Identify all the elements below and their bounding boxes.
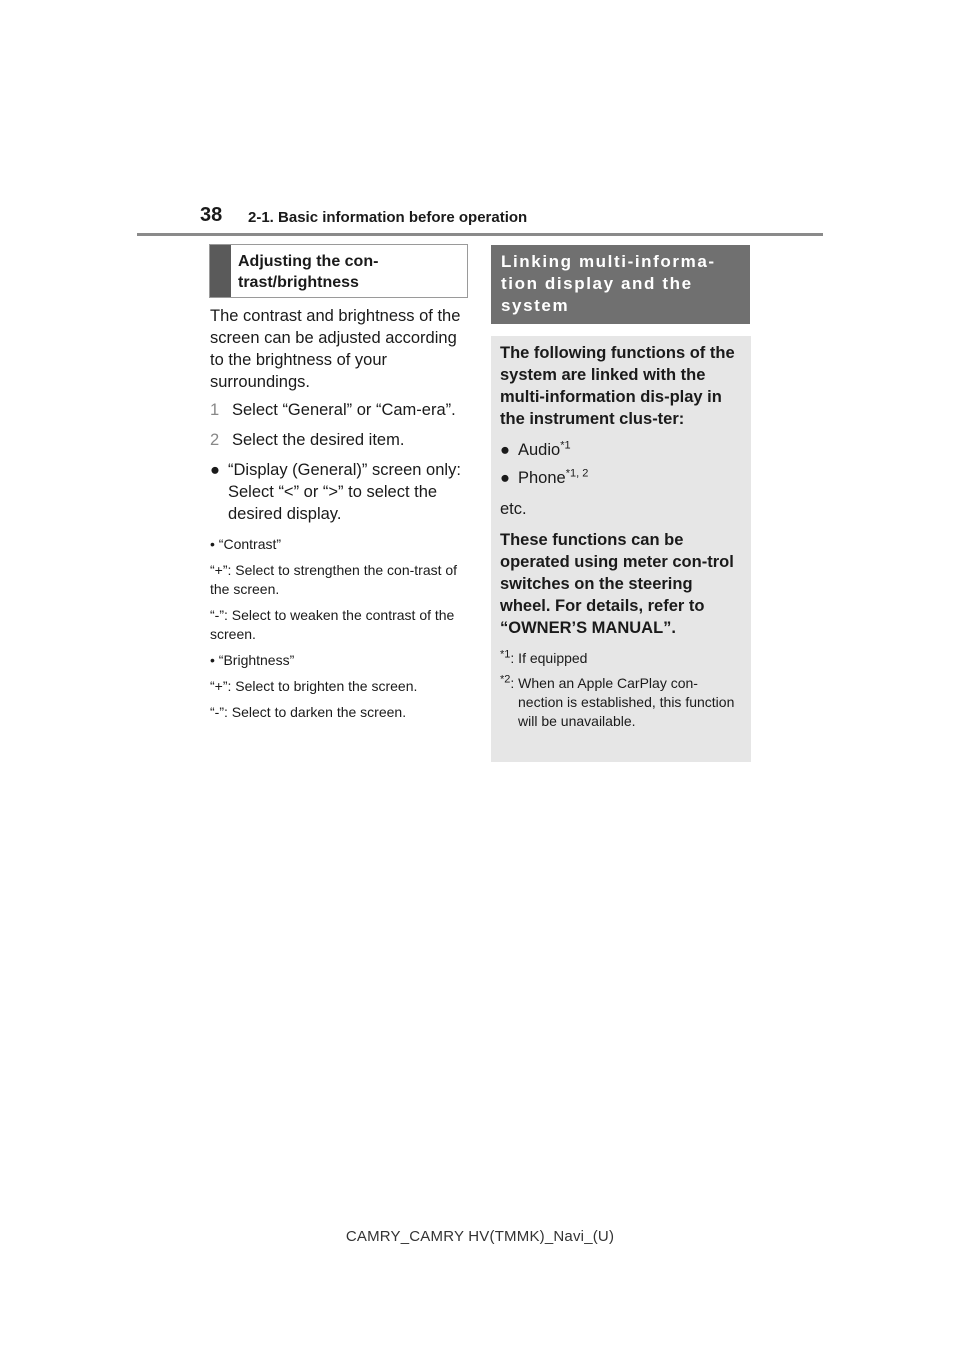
intro-paragraph: The contrast and brightness of the screen can be adjusted according to the brightness of your surroundings.: [210, 307, 461, 391]
right-content: [500, 342, 740, 731]
brightness-plus: “+”: Select to brighten the screen.: [210, 678, 418, 694]
footnote-2: [500, 674, 740, 693]
right-title-line-3: system: [501, 296, 570, 315]
footnote-2-text: : When an Apple CarPlay con-: [510, 675, 698, 691]
contrast-plus: “+”: Select to strengthen the con-trast of the screen.: [210, 562, 458, 597]
bullet-icon: ●: [210, 461, 220, 479]
section-header: 2-1. Basic information before operation: [248, 209, 528, 226]
footnote-2-continued: nection is established, this function will be unavailable.: [518, 694, 735, 729]
right-title-box: [491, 245, 750, 324]
audio-footnote-ref: *1: [560, 439, 571, 452]
right-panel: [491, 336, 751, 762]
subheading-line-2: trast/brightness: [238, 274, 359, 291]
contrast-label: • “Contrast”: [210, 536, 282, 552]
right-title-line-2: tion display and the: [501, 274, 693, 293]
phone-footnote-ref: *1, 2: [565, 467, 589, 480]
footnote-1-text: : If equipped: [510, 650, 588, 666]
step-1: [210, 399, 472, 421]
audio-item: [500, 439, 740, 461]
bullet-icon: ●: [500, 469, 510, 487]
step-number: 2: [210, 431, 220, 449]
audio-label: Audio: [518, 441, 561, 459]
phone-label: Phone: [518, 469, 566, 487]
etc-text: etc.: [500, 500, 527, 518]
subheading-bar: [210, 245, 231, 297]
bullet-icon: ●: [500, 441, 510, 459]
brightness-label: • “Brightness”: [210, 652, 295, 668]
subheading-line-1: Adjusting the con-: [238, 253, 379, 270]
step-text: Select the desired item.: [232, 431, 405, 449]
left-column: [210, 305, 472, 722]
phone-item: [500, 467, 740, 489]
footnote-1: [500, 649, 740, 668]
right-paragraph-2: These functions can be operated using meter con-trol switches on the steering wheel. For details, refer to “OWNER’S MANUAL”.: [500, 531, 734, 637]
subheading-title: [238, 251, 463, 293]
right-title: [501, 251, 741, 317]
footnote-2-mark: *2: [500, 673, 511, 686]
right-title-line-1: Linking multi-informa-: [501, 252, 716, 271]
step-number: 1: [210, 401, 220, 419]
page-number: 38: [200, 204, 223, 226]
step-text: Select “General” or “Cam-era”.: [232, 401, 456, 419]
brightness-minus: “-”: Select to darken the screen.: [210, 704, 407, 720]
subheading-box: [209, 244, 468, 298]
header-rule: [137, 233, 823, 236]
step-2: [210, 429, 472, 451]
display-general-bullet: [210, 459, 472, 525]
right-intro: The following functions of the system are linked with the multi-information dis-play in the instrument clus-ter:: [500, 344, 735, 428]
footer-model: CAMRY_CAMRY HV(TMMK)_Navi_(U): [345, 1228, 615, 1245]
footnote-1-mark: *1: [500, 648, 511, 661]
bullet-text: “Display (General)” screen only: Select “<” or “>” to select the desired display.: [228, 461, 461, 523]
contrast-minus: “-”: Select to weaken the contrast of the screen.: [210, 607, 455, 642]
